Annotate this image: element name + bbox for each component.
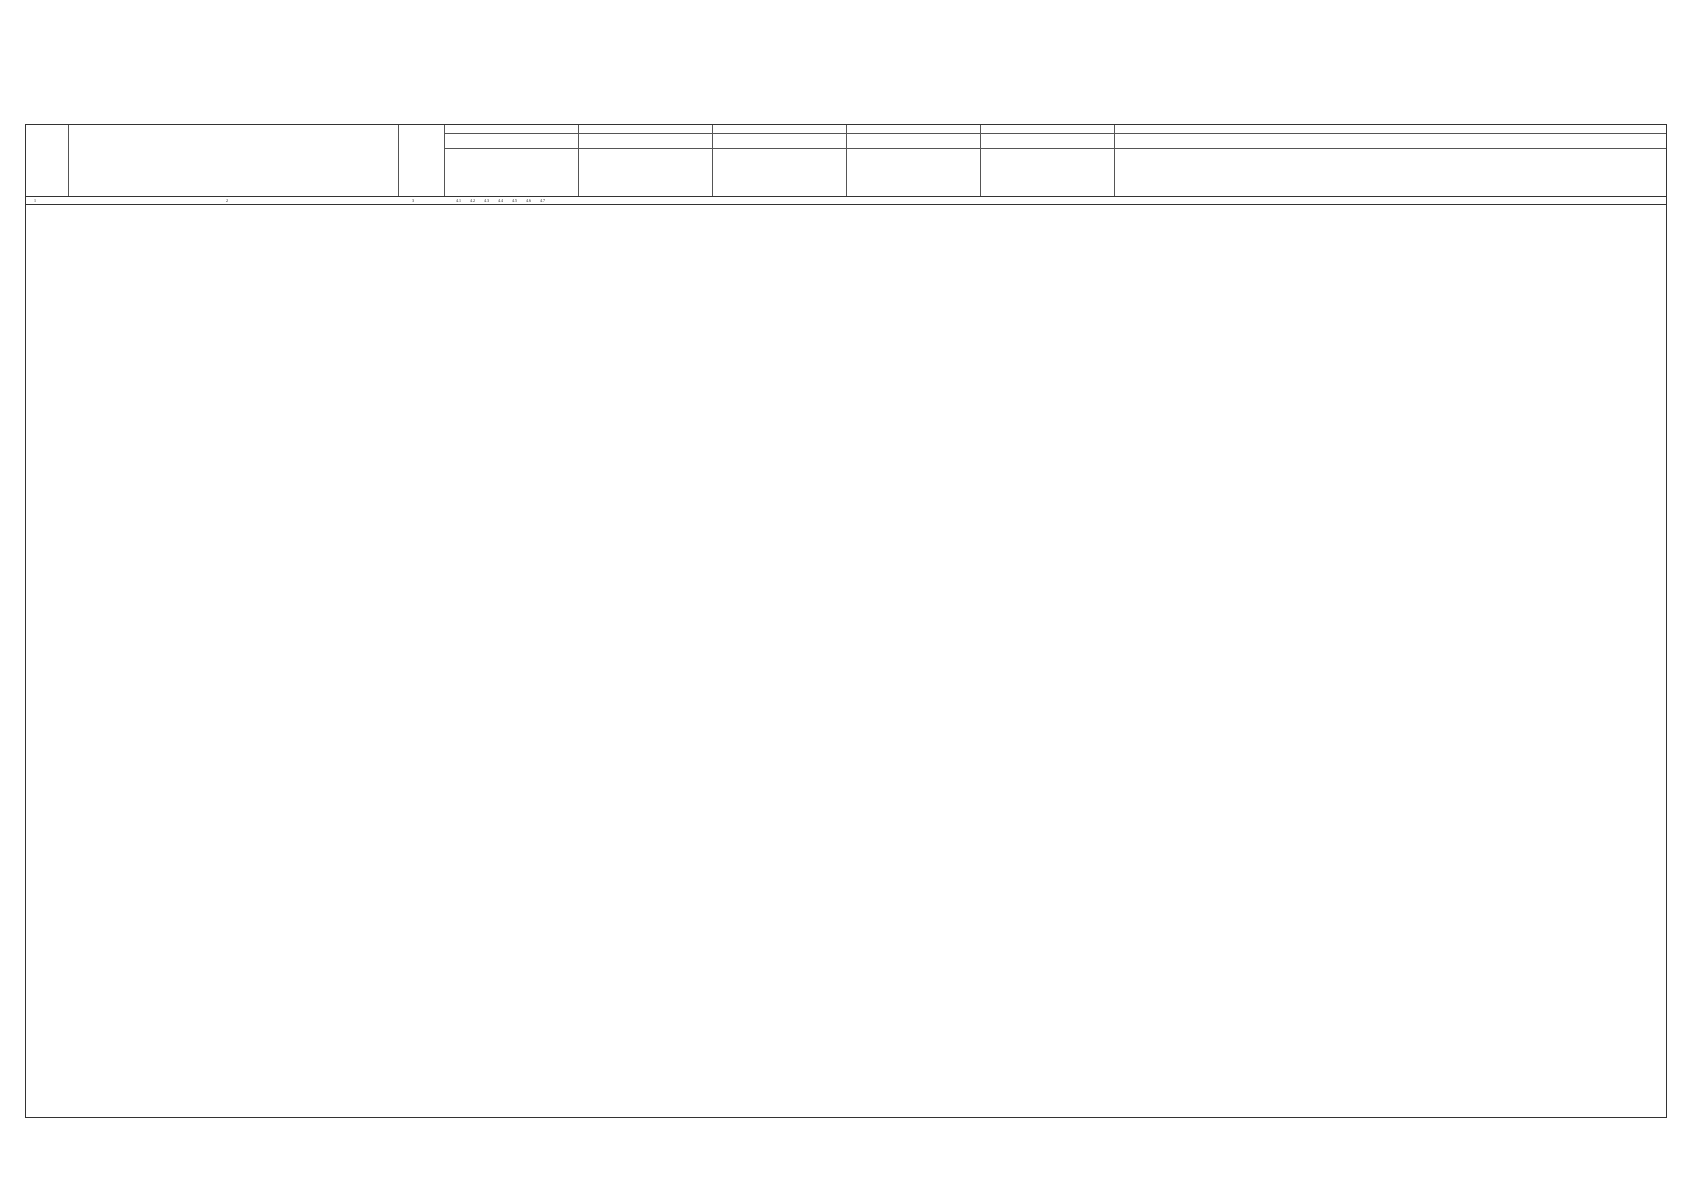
column-number: 1 — [34, 198, 36, 203]
column-number: 4.2 — [470, 198, 475, 203]
document-header — [0, 0, 1697, 83]
column-number: 3 — [412, 198, 414, 203]
column-number: 4.7 — [540, 198, 545, 203]
column-number: 2 — [226, 198, 228, 203]
column-number: 4.6 — [526, 198, 531, 203]
column-number: 4.1 — [456, 198, 461, 203]
data-table — [25, 124, 1667, 1118]
table-header — [26, 125, 1666, 197]
column-number: 4.5 — [512, 198, 517, 203]
table-body — [26, 205, 1666, 1117]
column-number: 4.3 — [484, 198, 489, 203]
column-numbers-row — [26, 197, 1666, 205]
column-number: 4.4 — [498, 198, 503, 203]
